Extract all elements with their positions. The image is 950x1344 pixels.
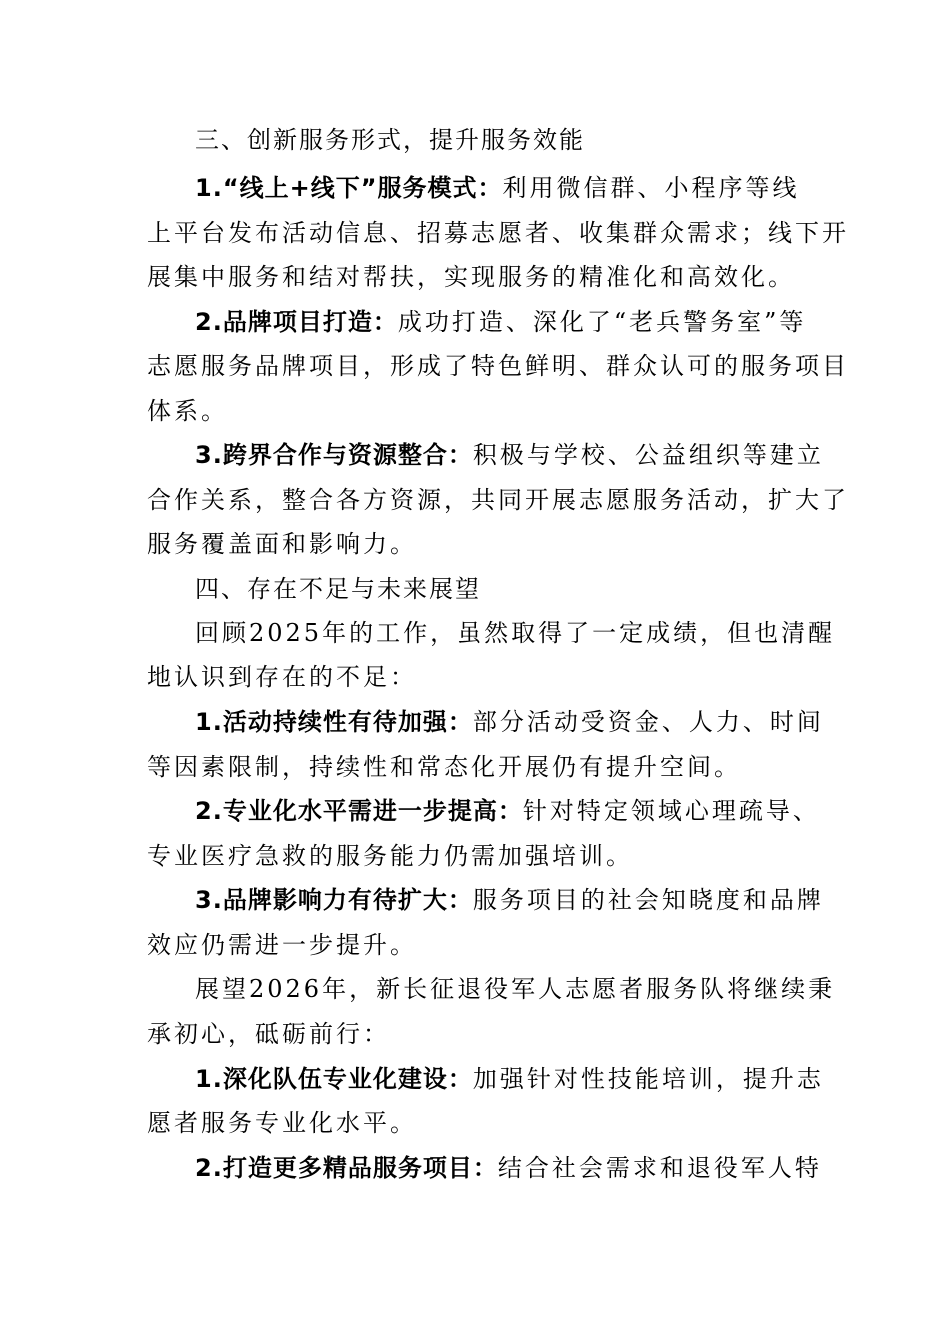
- paragraph-line: 展集中服务和结对帮扶，实现服务的精准化和高效化。: [147, 263, 795, 291]
- paragraph-line: 地认识到存在的不足：: [147, 663, 417, 691]
- item-title: 2.品牌项目打造：: [195, 308, 398, 336]
- paragraph-line: 服务覆盖面和影响力。: [147, 530, 417, 558]
- paragraph-line: [0, 305, 950, 339]
- item-text: 成功打造、深化了“老兵警务室”等: [397, 308, 807, 336]
- item-title: 3.跨界合作与资源整合：: [195, 441, 473, 469]
- item-title: 1.深化队伍专业化建设：: [195, 1065, 473, 1093]
- section-4-heading: 四、存在不足与未来展望: [195, 575, 481, 603]
- paragraph-line: [0, 438, 950, 472]
- item-title: 1.活动持续性有待加强：: [195, 708, 473, 736]
- paragraph-line: 合作关系，整合各方资源，共同开展志愿服务活动，扩大了: [147, 486, 849, 514]
- paragraph-line: 回顾2025年的工作，虽然取得了一定成绩，但也清醒: [195, 619, 836, 647]
- paragraph-line: 上平台发布活动信息、招募志愿者、收集群众需求；线下开: [147, 219, 849, 247]
- item-text: 结合社会需求和退役军人特: [497, 1154, 822, 1182]
- paragraph-line: [0, 1151, 950, 1185]
- paragraph-line: [0, 794, 950, 828]
- paragraph-line: 专业医疗急救的服务能力仍需加强培训。: [147, 842, 633, 870]
- paragraph-line: [0, 1062, 950, 1096]
- item-title: 2.打造更多精品服务项目：: [195, 1154, 498, 1182]
- paragraph-line: 等因素限制，持续性和常态化开展仍有提升空间。: [147, 753, 741, 781]
- paragraph-line: [0, 883, 950, 917]
- paragraph-line: 承初心，砥砺前行：: [147, 1020, 390, 1048]
- item-text: 针对特定领域心理疏导、: [522, 797, 820, 825]
- paragraph-line: [0, 705, 950, 739]
- paragraph-line: 志愿服务品牌项目，形成了特色鲜明、群众认可的服务项目: [147, 352, 849, 380]
- paragraph-line: 展望2026年，新长征退役军人志愿者服务队将继续秉: [195, 975, 836, 1003]
- paragraph-line: 愿者服务专业化水平。: [147, 1109, 417, 1137]
- paragraph-line: [0, 171, 950, 205]
- item-title: 1.“线上+线下”服务模式：: [195, 174, 503, 202]
- section-3-heading: 三、创新服务形式，提升服务效能: [195, 126, 585, 154]
- paragraph-line: 效应仍需进一步提升。: [147, 931, 417, 959]
- item-text: 部分活动受资金、人力、时间: [472, 708, 824, 736]
- paragraph-line: 体系。: [147, 397, 228, 425]
- item-title: 2.专业化水平需进一步提高：: [195, 797, 523, 825]
- item-text: 加强针对性技能培训，提升志: [472, 1065, 824, 1093]
- item-title: 3.品牌影响力有待扩大：: [195, 886, 473, 914]
- item-text: 利用微信群、小程序等线: [502, 174, 800, 202]
- item-text: 积极与学校、公益组织等建立: [472, 441, 824, 469]
- item-text: 服务项目的社会知晓度和品牌: [472, 886, 824, 914]
